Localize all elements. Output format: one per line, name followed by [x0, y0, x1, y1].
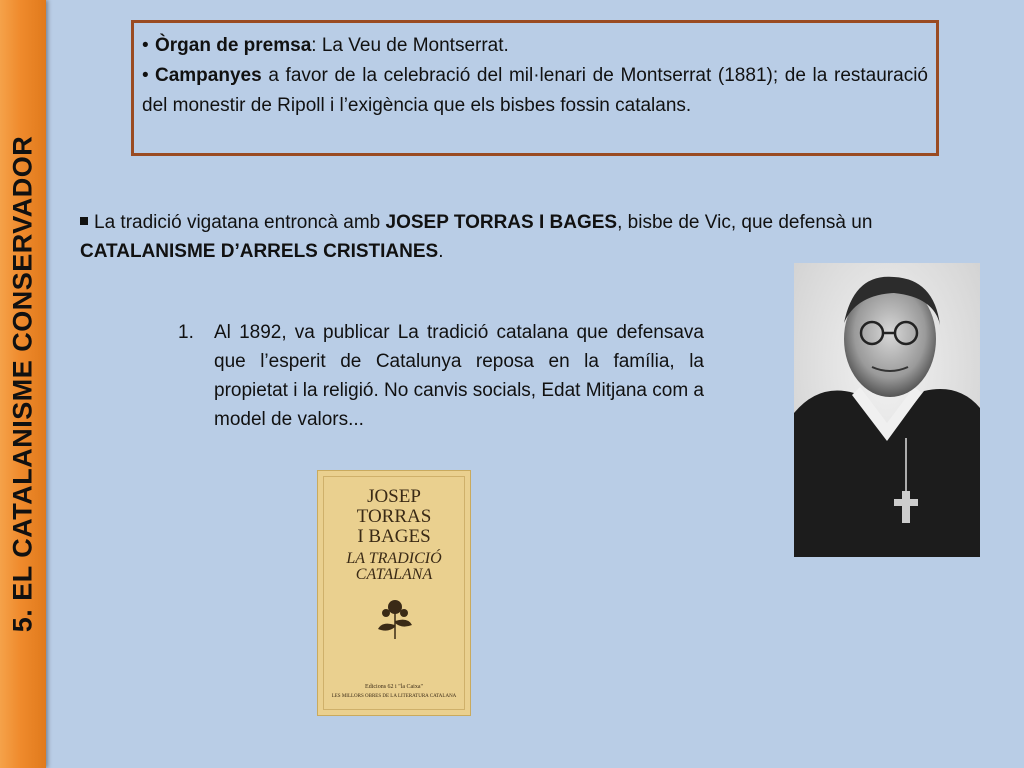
- info-item-campaigns-label: Campanyes: [155, 65, 262, 86]
- flower-emblem-icon: [372, 595, 418, 641]
- sidebar-title: 5. EL CATALANISME CONSERVADOR: [7, 135, 38, 633]
- info-item-campaigns: [142, 61, 928, 121]
- bullet-icon: •: [142, 65, 149, 86]
- paragraph-text-2: , bisbe de Vic, que defensà un: [617, 212, 873, 233]
- info-item-press-label: Òrgan de premsa: [155, 35, 312, 56]
- item-number: 1.: [178, 322, 194, 343]
- portrait-image: [794, 263, 980, 557]
- sidebar: [0, 0, 46, 768]
- book-author-line: JOSEP: [367, 486, 421, 507]
- info-item-press-text: : La Veu de Montserrat.: [311, 35, 509, 56]
- book-title-line: CATALANA: [355, 566, 433, 583]
- info-item-campaigns-text: a favor de la celebració del mil·lenari de Montserrat (1881); de la restauració del monestir de Ripoll i l’exigència que els bisbes fossin catalans.: [142, 65, 928, 116]
- main-paragraph: [80, 208, 988, 266]
- paragraph-text-3: .: [438, 241, 444, 262]
- info-box: [131, 20, 939, 156]
- paragraph-text-1: La tradició vigatana entroncà amb: [94, 212, 386, 233]
- numbered-item: [178, 318, 704, 434]
- book-cover-frame: [323, 476, 465, 710]
- book-author-line: TORRAS: [356, 506, 432, 527]
- info-item-press: [142, 31, 928, 61]
- book-author-line: I BAGES: [357, 526, 431, 547]
- paragraph-bold-name: JOSEP TORRAS I BAGES: [385, 212, 618, 233]
- square-bullet-icon: [80, 217, 88, 225]
- book-title-line: LA TRADICIÓ: [346, 550, 442, 567]
- book-series: LES MILLORS OBRES DE LA LITERATURA CATALANA: [331, 694, 457, 699]
- book-title: [324, 551, 464, 583]
- book-cover: [318, 471, 470, 715]
- book-publisher: Edicions 62 i "la Caixa": [365, 684, 423, 690]
- bullet-icon: •: [142, 35, 149, 56]
- paragraph-bold-concept: CATALANISME D’ARRELS CRISTIANES: [80, 241, 439, 262]
- book-author: [324, 487, 464, 547]
- item-text: Al 1892, va publicar La tradició catalana que defensava que l’esperit de Catalunya reposa en la família, la propietat i la religió. No canvis socials, Edat Mitjana com a model de valors...: [214, 322, 705, 430]
- portrait-photo: [794, 263, 980, 557]
